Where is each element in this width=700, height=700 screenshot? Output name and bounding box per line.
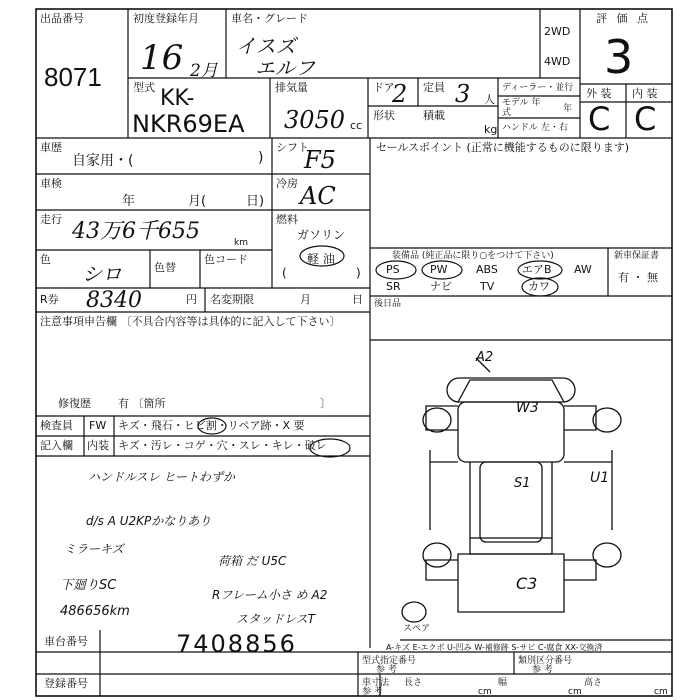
inspection-day: 日) — [246, 194, 265, 209]
inspector-note-7: Rフレーム小さ め A2 — [212, 588, 328, 602]
model-type-code: NKR69EA — [132, 110, 245, 138]
ac-value: AC — [300, 182, 336, 210]
name-change-day: 日 — [352, 293, 363, 306]
designation-label: 型式指定番号 — [362, 656, 417, 666]
color-code-label: 色コード — [204, 253, 248, 266]
lot-number: 8071 — [44, 62, 102, 92]
history-label: 車歴 — [40, 141, 62, 154]
shift-label: シフト — [276, 141, 309, 154]
person-unit: 人 — [484, 93, 495, 106]
capacity-value: 3 — [455, 80, 471, 108]
color-value: シロ — [82, 262, 122, 286]
score-value: 3 — [604, 30, 634, 84]
equip-navi: ナビ — [430, 280, 452, 293]
color-change-label: 色替 — [154, 261, 176, 274]
warranty-value: 有 ・ 無 — [618, 271, 658, 284]
model-type-prefix: KK- — [160, 86, 195, 111]
model-year-label: モデル 年式 — [502, 98, 541, 118]
yen-unit: 円 — [186, 293, 197, 306]
color-label: 色 — [40, 253, 51, 266]
length-unit: cm — [478, 687, 492, 697]
interior-check-label: 内装 — [87, 439, 109, 452]
equip-leather: カワ — [528, 280, 550, 293]
car-diagram — [402, 358, 621, 622]
inspector-note-1: ハンドルスレ ヒートわずか — [88, 470, 235, 484]
kg-unit: kg — [484, 123, 498, 136]
inspector-note-4: 下廻りSC — [60, 578, 117, 593]
name-change-label: 名変期限 — [210, 293, 254, 306]
inspection-label: 車検 — [40, 177, 62, 190]
car-name-make: イスズ — [236, 34, 296, 58]
history-value: 自家用・( — [72, 153, 134, 169]
exterior-label: 外 装 — [586, 87, 612, 100]
width-unit: cm — [568, 687, 582, 697]
aftermarket-label: 後日品 — [374, 299, 402, 309]
displacement-value: 3050 — [284, 106, 346, 134]
equipment-label: 装備品 (純正品に限り○をつけて下さい) — [392, 251, 554, 261]
dealer-label: ディーラー・並行 — [502, 83, 574, 93]
dimensions-reference: 参 考 — [362, 687, 383, 697]
equip-tv: TV — [480, 280, 495, 293]
reference-label-1: 参 考 — [376, 665, 397, 675]
mileage-label: 走行 — [40, 213, 62, 226]
km-unit: km — [234, 238, 248, 248]
inspector-note-2: d/s A U2KPかなりあり — [86, 514, 212, 528]
fuel-gasoline: ガソリン — [297, 228, 346, 242]
doors-label: ドア — [373, 81, 395, 94]
repair-label: 修復歴 — [58, 397, 91, 410]
inspector-note-5: 486656km — [60, 604, 130, 619]
damage-legend: A-キズ E-エクボ U-凹み W-補修跡 S-サビ C-腐食 XX-交換済 — [386, 643, 603, 652]
sales-points-label: セールスポイント (正常に機能するものに限ります) — [376, 141, 630, 154]
first-registration-year: 16 — [140, 38, 184, 78]
first-registration-month: 2月 — [190, 61, 218, 81]
interior-label: 内 装 — [632, 87, 658, 100]
inspector-note-3: ミラーキズ — [64, 542, 124, 556]
registration-label: 登録番号 — [44, 677, 88, 690]
inspector-note-8: スタッドレスT — [236, 612, 315, 626]
fw-label: FW — [89, 419, 107, 432]
dimensions-label: 車寸法 — [362, 678, 390, 688]
year-unit: 年 — [563, 104, 573, 114]
displacement-label: 排気量 — [275, 81, 308, 94]
first-registration-label: 初度登録年月 — [133, 12, 199, 25]
name-change-month: 月 — [300, 293, 311, 306]
equip-airbag: エアB — [522, 263, 552, 276]
fw-items: キズ・飛石・ヒビ割・リペア跡・X 要 — [118, 419, 305, 432]
diagram-mark-c3: C3 — [516, 574, 538, 593]
repair-value: 有 〔箇所 — [118, 397, 166, 410]
diagram-mark-u1: U1 — [590, 470, 610, 486]
history-close: ) — [258, 150, 264, 166]
equip-ps: PS — [386, 263, 400, 276]
4wd-label: 4WD — [544, 55, 571, 68]
interior-grade: C — [634, 100, 657, 138]
warranty-label: 新車保証書 — [614, 251, 660, 261]
length-label: 長さ — [404, 678, 423, 688]
fuel-diesel: 軽 油 — [307, 252, 335, 266]
cc-unit: cc — [350, 119, 363, 132]
category-label: 類別区分番号 — [518, 656, 573, 666]
2wd-label: 2WD — [544, 25, 571, 38]
height-label: 高さ — [584, 678, 603, 688]
lot-label: 出品番号 — [40, 12, 84, 25]
load-label: 積載 — [423, 109, 445, 122]
diagram-mark-w3: W3 — [516, 400, 539, 416]
ac-label: 冷房 — [276, 177, 298, 190]
shift-value: F5 — [304, 146, 336, 174]
doors-value: 2 — [392, 80, 408, 108]
equip-aw: AW — [574, 263, 592, 276]
diagram-mark-a2: A2 — [476, 350, 494, 365]
notes-label: 注意事項申告欄 〔不具合内容等は具体的に記入して下さい〕 — [40, 315, 341, 328]
handle-label: ハンドル 左・右 — [502, 123, 568, 133]
spare-label: スペア — [403, 624, 431, 634]
inspector-label: 検査員 — [40, 419, 73, 432]
capacity-label: 定員 — [423, 81, 445, 94]
reference-label-2: 参 考 — [532, 665, 553, 675]
repair-close: 〕 — [320, 397, 331, 410]
height-unit: cm — [654, 687, 668, 697]
inspector-entry-label: 記入欄 — [40, 439, 73, 452]
chassis-label: 車台番号 — [44, 635, 88, 648]
recycle-label: R券 — [40, 293, 59, 306]
chassis-number: 7408856 — [176, 630, 297, 658]
equip-sr: SR — [386, 280, 401, 293]
car-name-label: 車名・グレード — [231, 12, 308, 25]
model-type-label: 型式 — [133, 81, 155, 94]
mileage-value: 43万6千655 — [72, 219, 200, 244]
inspection-month: 月( — [188, 194, 207, 209]
interior-check-items: キズ・汚レ・コゲ・穴・スレ・キレ・破レ — [118, 439, 327, 452]
diagram-mark-s1: S1 — [514, 476, 531, 491]
shape-label: 形状 — [373, 109, 395, 122]
exterior-grade: C — [588, 100, 611, 138]
recycle-value: 8340 — [86, 288, 142, 313]
equip-pw: PW — [430, 263, 448, 276]
inspection-year: 年 — [122, 194, 136, 209]
width-label: 幅 — [498, 678, 508, 688]
equip-abs: ABS — [476, 263, 498, 276]
fuel-label: 燃料 — [276, 213, 298, 226]
car-name-model: エルフ — [255, 56, 315, 80]
inspector-note-6: 荷箱 だ U5C — [218, 554, 287, 568]
score-label: 評 価 点 — [596, 12, 651, 25]
